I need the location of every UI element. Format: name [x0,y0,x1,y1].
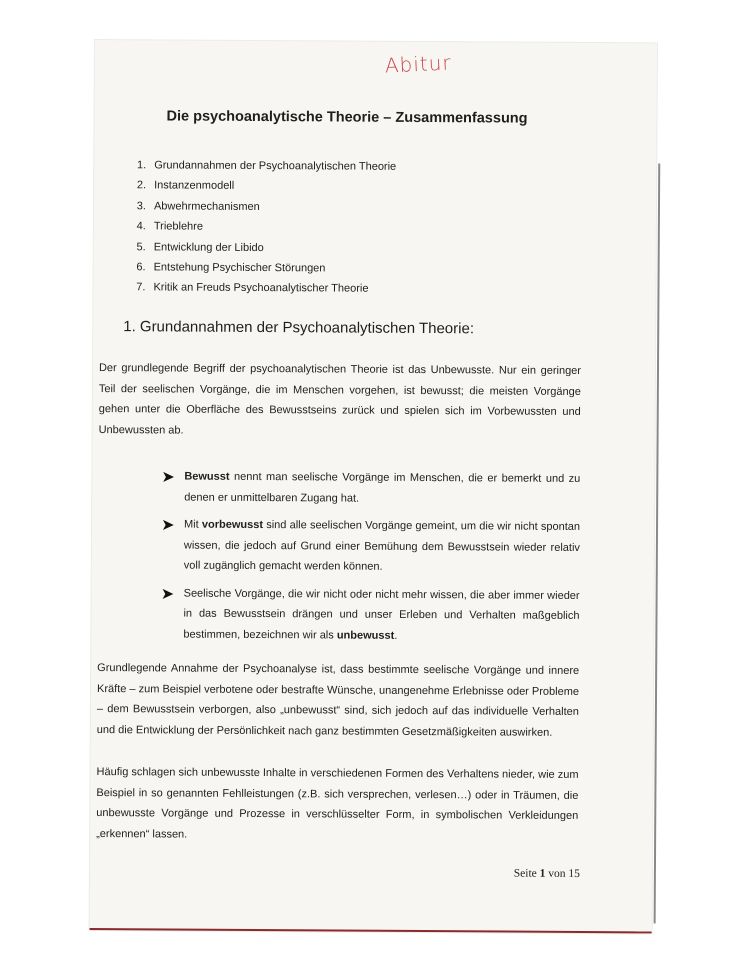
bullet-text: Seelische Vorgänge, die wir nicht oder nicht mehr wissen, die aber immer wieder in das Bewusstsein drängen und unser Erleben und Verhalten maßgeblich bestimmen, bezeichnen wir als [183,587,580,641]
bullet-text-pre: Mit [184,518,202,531]
toc-label: Kritik an Freuds Psychoanalytischer Theorie [153,281,369,296]
bold-term: vorbewusst [201,518,264,532]
toc-label: Trieblehre [153,220,204,233]
bullet-text: nennt man seelische Vorgänge im Menschen, die er bemerkt und zu denen er unmittelbaren Zugang hat. [184,470,581,505]
toc-number: 2. [136,179,147,192]
bold-term: Bewusst [184,470,230,483]
arrow-bullet-icon: ➤ [161,584,174,601]
page-number-prefix: Seite [513,867,540,880]
toc-item [124,159,396,181]
toc-number: 3. [136,200,147,213]
toc-label: Grundannahmen der Psychoanalytischen Theorie [154,159,397,173]
bold-term: unbewusst [336,628,395,642]
table-of-contents [123,159,396,303]
page-number [514,868,580,880]
toc-item [124,200,396,222]
page-title: Die psychoanalytische Theorie – Zusammenfassung [166,108,528,127]
toc-number: 1. [137,159,147,172]
arrow-bullet-icon: ➤ [162,468,175,485]
paragraph-main-assumption: Grundlegende Annahme der Psychoanalyse ist, dass bestimmte seelische Vorgänge und innere Kräfte – zum Beispiel verbotene oder bestrafte Wünsche, unangenehme Erlebnisse oder Probleme – dem Bewusstsein verborgen, also „unbewusst“ sind, sich jedoch auf das individuelle Verhalten und die Entwicklung der Persönlichkeit nach ganz bestimmten Gesetzmäßigkeiten auswirken. [96,662,580,739]
toc-label: Entwicklung der Libido [153,240,264,254]
bullet-item-unbewusst [161,583,579,647]
bullet-item-bewusst [162,466,580,510]
toc-number: 5. [136,240,146,253]
section-heading: 1. Grundannahmen der Psychoanalytischen Theorie: [123,318,475,338]
bullet-text: sind alle seelischen Vorgänge gemeint, um die wir nicht spontan wissen, die jedoch auf Grund einer Bemühung dem Bewusstsein wieder relativ voll zugänglich gemacht werden können. [183,519,581,573]
page-edge-shadow [654,163,661,923]
bullet-text-post: . [394,629,398,642]
toc-item [124,180,396,202]
toc-number: 7. [136,281,146,294]
toc-item [124,241,396,263]
page-bottom-border [90,928,652,933]
toc-label: Instanzenmodell [154,179,235,193]
page-number-suffix: von 15 [545,867,580,880]
toc-item [123,282,395,304]
toc-label: Abwehrmechanismen [153,200,260,213]
bullet-list [161,466,580,654]
toc-label: Entstehung Psychischer Störungen [153,261,326,275]
page-number-current: 1 [539,867,546,880]
paragraph-behavior: Häufig schlagen sich unbewusste Inhalte in verschiedenen Formen des Verhaltens nieder, wie zum Beispiel in so genannten Fehlleistungen (z.B. sich versprechen, verlesen…) oder in Träumen, die unbewusste Vorgänge und Prozesse in verschlüsselter Form, in symbolischen Verkleidungen „erkennen“ lassen. [96,766,579,841]
document-page [90,40,657,933]
paragraph-intro: Der grundlegende Begriff der psychoanalytischen Theorie ist das Unbewusste. Nur ein geringer Teil der seelischen Vorgänge, die im Menschen vorgehen, ist bewusst; die meisten Vorgänge gehen unter die Oberfläche des Bewusstseins zurück und spielen sich im Vorbewussten und Unbewussten ab. [98,362,582,437]
toc-item [124,220,396,242]
arrow-bullet-icon: ➤ [161,516,174,533]
toc-number: 4. [136,220,146,233]
handwritten-note: Abitur [384,50,453,78]
toc-item [124,261,396,283]
bullet-item-vorbewusst [162,514,580,578]
toc-number: 6. [136,261,146,274]
